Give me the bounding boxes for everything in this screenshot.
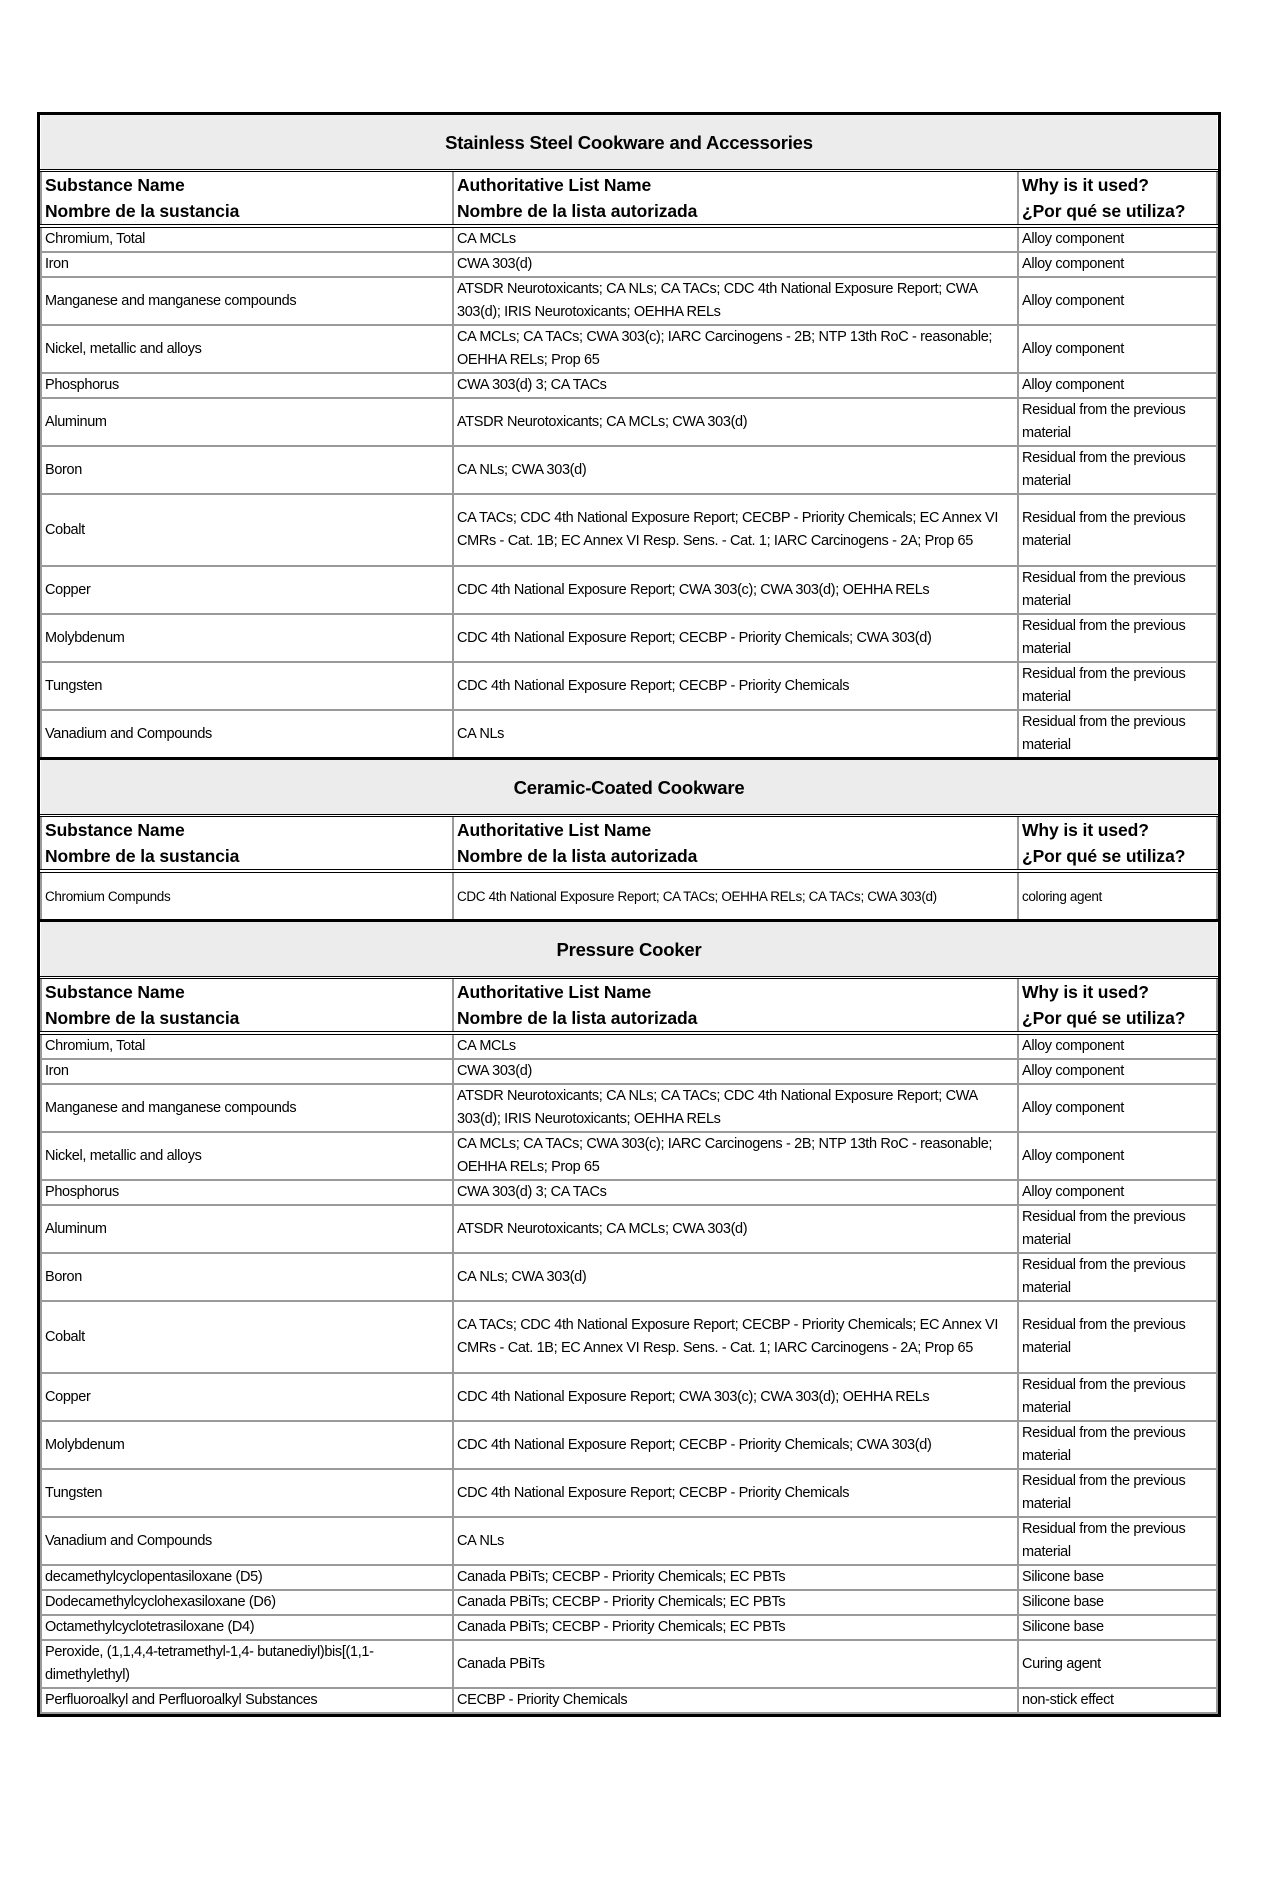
table-row (41, 1253, 1217, 1301)
cell-why: Residual from the previous material (1018, 1469, 1217, 1517)
cell-list: Canada PBiTs; CECBP - Priority Chemicals; EC PBTs (453, 1565, 1018, 1590)
authoritative-list-header (453, 978, 1018, 1034)
cell-why: non-stick effect (1018, 1688, 1217, 1713)
cell-why: Alloy component (1018, 1132, 1217, 1180)
why-used-header (1018, 978, 1217, 1034)
cell-list: CDC 4th National Exposure Report; CWA 303(c); CWA 303(d); OEHHA RELs (453, 1373, 1018, 1421)
substance-name-header (41, 978, 453, 1034)
table-row (41, 1180, 1217, 1205)
table-row (41, 325, 1217, 373)
cell-list: CA TACs; CDC 4th National Exposure Report; CECBP - Priority Chemicals; EC Annex VI CMRs - Cat. 1B; EC Annex VI Resp. Sens. - Cat. 1; IARC Carcinogens - 2A; Prop 65 (453, 494, 1018, 566)
cell-list: CDC 4th National Exposure Report; CECBP - Priority Chemicals; CWA 303(d) (453, 1421, 1018, 1469)
substance-table (40, 115, 1218, 1714)
section-title: Stainless Steel Cookware and Accessories (41, 115, 1217, 171)
cell-why: Residual from the previous material (1018, 1205, 1217, 1253)
why-used-header-en: Why is it used? (1022, 982, 1149, 1002)
cell-why: Alloy component (1018, 1059, 1217, 1084)
table-row (41, 1059, 1217, 1084)
cell-list: CWA 303(d) (453, 252, 1018, 277)
substance-name-header (41, 171, 453, 227)
cell-why: Residual from the previous material (1018, 398, 1217, 446)
cell-why: Silicone base (1018, 1615, 1217, 1640)
why-used-header-en: Why is it used? (1022, 175, 1149, 195)
cell-why: Residual from the previous material (1018, 494, 1217, 566)
cell-list: CDC 4th National Exposure Report; CWA 303(c); CWA 303(d); OEHHA RELs (453, 566, 1018, 614)
table-row (41, 1615, 1217, 1640)
substance-name-header-es: Nombre de la sustancia (45, 846, 240, 866)
table-row (41, 446, 1217, 494)
cell-substance: Molybdenum (41, 614, 453, 662)
cell-list: CA TACs; CDC 4th National Exposure Report; CECBP - Priority Chemicals; EC Annex VI CMRs - Cat. 1B; EC Annex VI Resp. Sens. - Cat. 1; IARC Carcinogens - 2A; Prop 65 (453, 1301, 1018, 1373)
cell-substance: Chromium Compunds (41, 871, 453, 921)
table-row (41, 1565, 1217, 1590)
cell-list: CWA 303(d) (453, 1059, 1018, 1084)
cell-list: CDC 4th National Exposure Report; CECBP - Priority Chemicals; CWA 303(d) (453, 614, 1018, 662)
cell-substance: Peroxide, (1,1,4,4-tetramethyl-1,4- butanediyl)bis[(1,1-dimethylethyl) (41, 1640, 453, 1688)
cell-substance: Copper (41, 566, 453, 614)
cell-substance: Tungsten (41, 662, 453, 710)
cell-substance: Iron (41, 252, 453, 277)
authoritative-list-header (453, 171, 1018, 227)
table-row (41, 1590, 1217, 1615)
table-row (41, 373, 1217, 398)
table-row (41, 662, 1217, 710)
why-used-header-en: Why is it used? (1022, 820, 1149, 840)
cell-list: ATSDR Neurotoxicants; CA NLs; CA TACs; CDC 4th National Exposure Report; CWA 303(d); IRIS Neurotoxicants; OEHHA RELs (453, 277, 1018, 325)
cell-why: Alloy component (1018, 277, 1217, 325)
table-row (41, 494, 1217, 566)
cell-why: Alloy component (1018, 1180, 1217, 1205)
cell-list: CWA 303(d) 3; CA TACs (453, 1180, 1018, 1205)
table-row (41, 614, 1217, 662)
table-row (41, 1640, 1217, 1688)
cell-why: Residual from the previous material (1018, 662, 1217, 710)
substance-name-header-en: Substance Name (45, 820, 185, 840)
cell-substance: Dodecamethylcyclohexasiloxane (D6) (41, 1590, 453, 1615)
cell-why: Alloy component (1018, 325, 1217, 373)
cell-substance: Manganese and manganese compounds (41, 277, 453, 325)
cell-list: CECBP - Priority Chemicals (453, 1688, 1018, 1713)
cell-why: Curing agent (1018, 1640, 1217, 1688)
why-used-header-es: ¿Por qué se utiliza? (1022, 846, 1186, 866)
cell-substance: Chromium, Total (41, 1033, 453, 1059)
authoritative-list-header (453, 816, 1018, 872)
table-row (41, 1084, 1217, 1132)
table-row (41, 1517, 1217, 1565)
table-row (41, 710, 1217, 759)
why-used-header-es: ¿Por qué se utiliza? (1022, 201, 1186, 221)
cell-why: Residual from the previous material (1018, 446, 1217, 494)
cell-why: Alloy component (1018, 252, 1217, 277)
cell-substance: Tungsten (41, 1469, 453, 1517)
cell-list: CA MCLs; CA TACs; CWA 303(c); IARC Carcinogens - 2B; NTP 13th RoC - reasonable; OEHHA RELs; Prop 65 (453, 1132, 1018, 1180)
cell-substance: Octamethylcyclotetrasiloxane (D4) (41, 1615, 453, 1640)
section-title: Pressure Cooker (41, 921, 1217, 978)
cell-list: ATSDR Neurotoxicants; CA MCLs; CWA 303(d) (453, 398, 1018, 446)
table-row (41, 1132, 1217, 1180)
cell-substance: Phosphorus (41, 1180, 453, 1205)
cell-substance: Nickel, metallic and alloys (41, 325, 453, 373)
cell-list: CA NLs; CWA 303(d) (453, 1253, 1018, 1301)
cell-list: CA NLs; CWA 303(d) (453, 446, 1018, 494)
cell-why: Residual from the previous material (1018, 566, 1217, 614)
cell-list: CDC 4th National Exposure Report; CA TACs; OEHHA RELs; CA TACs; CWA 303(d) (453, 871, 1018, 921)
table-row (41, 398, 1217, 446)
authoritative-list-header-en: Authoritative List Name (457, 820, 652, 840)
column-header-row (41, 978, 1217, 1034)
table-row (41, 1469, 1217, 1517)
cell-substance: Perfluoroalkyl and Perfluoroalkyl Substances (41, 1688, 453, 1713)
table-row (41, 226, 1217, 252)
authoritative-list-header-en: Authoritative List Name (457, 982, 652, 1002)
cell-list: Canada PBiTs (453, 1640, 1018, 1688)
table-row (41, 1205, 1217, 1253)
cell-substance: Vanadium and Compounds (41, 710, 453, 759)
cell-list: CA NLs (453, 710, 1018, 759)
cell-why: Residual from the previous material (1018, 1421, 1217, 1469)
table-row (41, 277, 1217, 325)
table-row (41, 871, 1217, 921)
cell-why: Alloy component (1018, 373, 1217, 398)
cell-why: Alloy component (1018, 226, 1217, 252)
cell-list: Canada PBiTs; CECBP - Priority Chemicals; EC PBTs (453, 1590, 1018, 1615)
table-row (41, 252, 1217, 277)
cell-substance: Chromium, Total (41, 226, 453, 252)
cell-substance: Copper (41, 1373, 453, 1421)
cell-list: CDC 4th National Exposure Report; CECBP - Priority Chemicals (453, 1469, 1018, 1517)
why-used-header-es: ¿Por qué se utiliza? (1022, 1008, 1186, 1028)
substance-name-header-es: Nombre de la sustancia (45, 201, 240, 221)
substance-name-header-en: Substance Name (45, 175, 185, 195)
cell-why: Alloy component (1018, 1084, 1217, 1132)
why-used-header (1018, 171, 1217, 227)
authoritative-list-header-en: Authoritative List Name (457, 175, 652, 195)
cell-why: Silicone base (1018, 1590, 1217, 1615)
authoritative-list-header-es: Nombre de la lista autorizada (457, 201, 698, 221)
cell-why: Residual from the previous material (1018, 1253, 1217, 1301)
cell-substance: Boron (41, 446, 453, 494)
cell-list: CA MCLs (453, 226, 1018, 252)
table-row (41, 566, 1217, 614)
cell-list: CWA 303(d) 3; CA TACs (453, 373, 1018, 398)
authoritative-list-header-es: Nombre de la lista autorizada (457, 1008, 698, 1028)
substance-name-header-en: Substance Name (45, 982, 185, 1002)
column-header-row (41, 171, 1217, 227)
table-row (41, 1373, 1217, 1421)
cell-substance: Boron (41, 1253, 453, 1301)
cell-list: CA NLs (453, 1517, 1018, 1565)
section-title-row-ceramic-coated-cookware (41, 759, 1217, 816)
cell-why: Residual from the previous material (1018, 710, 1217, 759)
cell-substance: Nickel, metallic and alloys (41, 1132, 453, 1180)
cell-list: CA MCLs (453, 1033, 1018, 1059)
cell-substance: Vanadium and Compounds (41, 1517, 453, 1565)
table-row (41, 1033, 1217, 1059)
cell-list: ATSDR Neurotoxicants; CA NLs; CA TACs; CDC 4th National Exposure Report; CWA 303(d); IRIS Neurotoxicants; OEHHA RELs (453, 1084, 1018, 1132)
substance-table-sheet (37, 112, 1221, 1717)
table-row (41, 1688, 1217, 1713)
section-title-row-pressure-cooker (41, 921, 1217, 978)
cell-substance: Manganese and manganese compounds (41, 1084, 453, 1132)
cell-why: coloring agent (1018, 871, 1217, 921)
cell-why: Silicone base (1018, 1565, 1217, 1590)
cell-substance: decamethylcyclopentasiloxane (D5) (41, 1565, 453, 1590)
substance-name-header-es: Nombre de la sustancia (45, 1008, 240, 1028)
table-row (41, 1421, 1217, 1469)
cell-list: CDC 4th National Exposure Report; CECBP - Priority Chemicals (453, 662, 1018, 710)
cell-substance: Phosphorus (41, 373, 453, 398)
table-body (41, 115, 1217, 1713)
cell-list: CA MCLs; CA TACs; CWA 303(c); IARC Carcinogens - 2B; NTP 13th RoC - reasonable; OEHHA RELs; Prop 65 (453, 325, 1018, 373)
cell-substance: Molybdenum (41, 1421, 453, 1469)
authoritative-list-header-es: Nombre de la lista autorizada (457, 846, 698, 866)
section-title: Ceramic-Coated Cookware (41, 759, 1217, 816)
cell-why: Residual from the previous material (1018, 1301, 1217, 1373)
why-used-header (1018, 816, 1217, 872)
cell-substance: Cobalt (41, 1301, 453, 1373)
table-row (41, 1301, 1217, 1373)
cell-list: Canada PBiTs; CECBP - Priority Chemicals; EC PBTs (453, 1615, 1018, 1640)
cell-substance: Aluminum (41, 398, 453, 446)
cell-substance: Cobalt (41, 494, 453, 566)
cell-why: Residual from the previous material (1018, 1517, 1217, 1565)
cell-substance: Aluminum (41, 1205, 453, 1253)
cell-substance: Iron (41, 1059, 453, 1084)
cell-why: Alloy component (1018, 1033, 1217, 1059)
column-header-row (41, 816, 1217, 872)
section-title-row-stainless-steel-cookware-and-accessories (41, 115, 1217, 171)
cell-why: Residual from the previous material (1018, 1373, 1217, 1421)
substance-name-header (41, 816, 453, 872)
cell-why: Residual from the previous material (1018, 614, 1217, 662)
cell-list: ATSDR Neurotoxicants; CA MCLs; CWA 303(d) (453, 1205, 1018, 1253)
